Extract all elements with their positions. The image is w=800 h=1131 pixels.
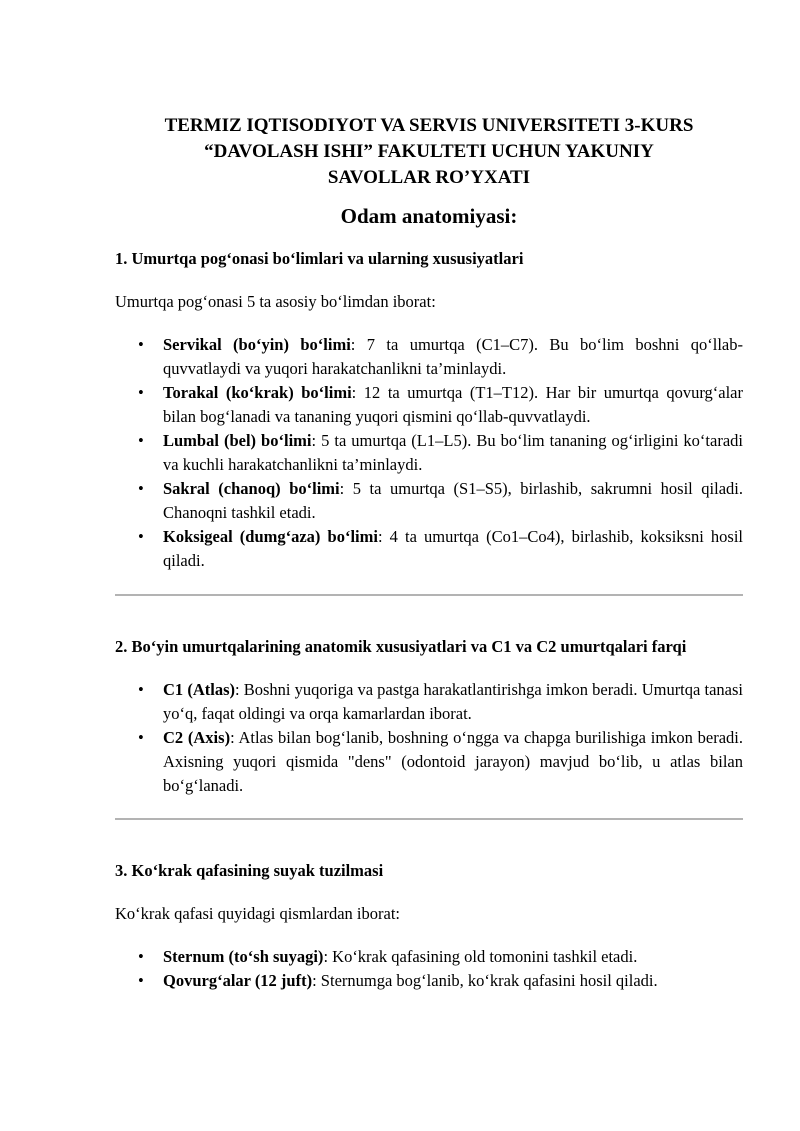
list-item <box>138 333 744 381</box>
item-text: : 7 ta umurtqa (C1–C7). Bu bo‘lim boshni qo‘llab-quvvatlaydi va yuqori harakatchanlikni ta’minlaydi. <box>163 335 744 378</box>
list-item <box>138 525 743 573</box>
item-text: : 4 ta umurtqa (Co1–Co4), birlashib, koksiksni hosil qiladi. <box>163 527 743 570</box>
section-divider <box>115 594 743 596</box>
bullet-icon: • <box>138 947 144 966</box>
question-heading: 3. Ko‘krak qafasining suyak tuzilmasi <box>115 861 384 880</box>
document-page <box>115 0 743 993</box>
item-term: Sakral (chanoq) bo‘limi <box>163 479 340 498</box>
question-heading: 1. Umurtqa pog‘onasi bo‘limlari va ularning xususiyatlari <box>115 249 524 268</box>
section-2 <box>115 635 743 798</box>
list-item <box>138 969 743 993</box>
item-term: Qovurg‘alar (12 juft) <box>163 971 313 990</box>
bullet-icon: • <box>138 335 144 354</box>
section-3 <box>115 859 743 993</box>
title-line: “DAVOLASH ISHI” FAKULTETI UCHUN YAKUNIY <box>204 141 654 162</box>
item-text: : Atlas bilan bog‘lanib, boshning o‘ngga va chapga burilishiga imkon beradi. Axisning yuqori qismida "dens" (odontoid jarayon) mavjud bo‘lib, u atlas bilan bo‘g‘lanadi. <box>163 728 743 795</box>
item-text: : 12 ta umurtqa (T1–T12). Har bir umurtqa qovurg‘alar bilan bog‘lanadi va tananing yuqori qismini qo‘llab-quvvatlaydi. <box>163 383 743 426</box>
item-term: C2 (Axis) <box>163 728 231 747</box>
bullet-icon: • <box>138 728 144 747</box>
bullet-list <box>115 333 743 573</box>
item-text: : Boshni yuqoriga va pastga harakatlantirishga imkon beradi. Umurtqa tanasi yo‘q, faqat oldingi va orqa kamarlardan iborat. <box>163 680 743 723</box>
section-divider <box>115 818 743 820</box>
subject-heading: Odam anatomiyasi: <box>340 204 518 228</box>
item-text: : 5 ta umurtqa (S1–S5), birlashib, sakrumni hosil qiladi. Chanoqni tashkil etadi. <box>163 479 743 522</box>
title-line: SAVOLLAR RO’YXATI <box>327 167 531 188</box>
list-item <box>138 945 743 969</box>
bullet-icon: • <box>138 680 144 699</box>
list-item <box>138 381 743 429</box>
title-line: TERMIZ IQTISODIYOT VA SERVIS UNIVERSITETI 3-KURS <box>164 115 694 136</box>
list-item <box>138 477 743 525</box>
section-1 <box>115 247 743 573</box>
list-item <box>138 726 743 798</box>
list-item <box>138 429 743 477</box>
item-text: : 5 ta umurtqa (L1–L5). Bu bo‘lim tananing og‘irligini ko‘taradi va kuchli harakatchanlikni ta’minlaydi. <box>163 431 743 474</box>
document-title <box>115 113 743 191</box>
bullet-list <box>115 678 743 798</box>
bullet-icon: • <box>138 479 144 498</box>
item-term: Servikal (bo‘yin) bo‘limi <box>163 335 351 354</box>
bullet-icon: • <box>138 527 144 546</box>
item-term: Torakal (ko‘krak) bo‘limi <box>163 383 352 402</box>
bullet-icon: • <box>138 971 144 990</box>
bullet-list <box>115 945 743 993</box>
item-text: : Ko‘krak qafasining old tomonini tashkil etadi. <box>323 947 638 966</box>
item-term: Lumbal (bel) bo‘limi <box>163 431 312 450</box>
bullet-icon: • <box>138 431 144 450</box>
item-term: C1 (Atlas) <box>163 680 235 699</box>
list-item <box>138 678 743 726</box>
section-intro: Umurtqa pog‘onasi 5 ta asosiy bo‘limdan iborat: <box>115 292 436 311</box>
question-heading: 2. Bo‘yin umurtqalarining anatomik xususiyatlari va C1 va C2 umurtqalari farqi <box>115 637 687 656</box>
bullet-icon: • <box>138 383 144 402</box>
item-text: : Sternumga bog‘lanib, ko‘krak qafasini hosil qiladi. <box>312 971 658 990</box>
item-term: Sternum (to‘sh suyagi) <box>163 947 324 966</box>
section-intro: Ko‘krak qafasi quyidagi qismlardan iborat: <box>115 904 401 923</box>
item-term: Koksigeal (dumg‘aza) bo‘limi <box>163 527 378 546</box>
